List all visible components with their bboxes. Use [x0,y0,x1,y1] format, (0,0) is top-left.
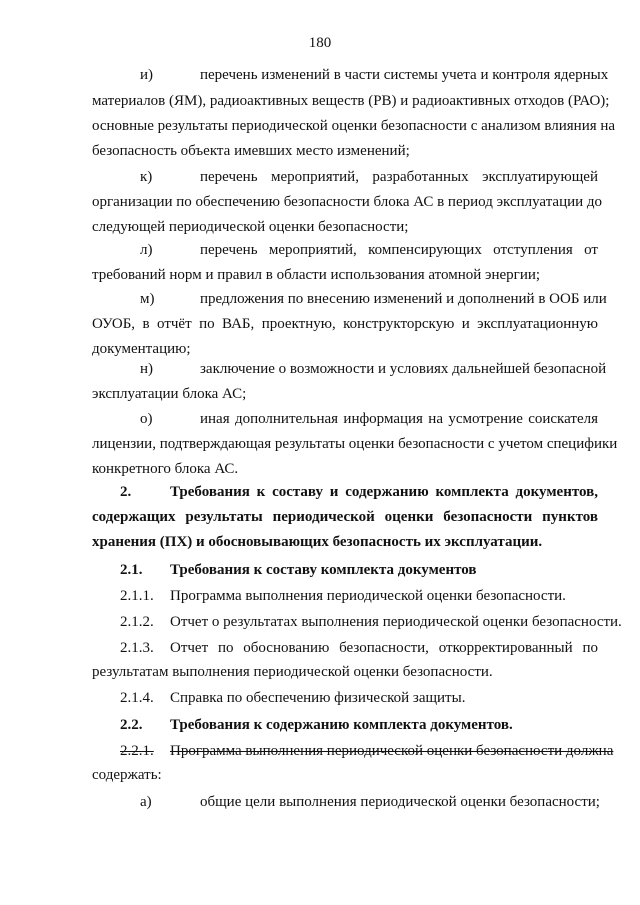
section-number: 2. [120,484,132,500]
clause-number: 2.2.1. [120,743,154,759]
text-line: заключение о возможности и условиях дальнейшей безопасной [200,361,607,377]
text-line: перечень мероприятий, разработанных эксплуатирующей [200,169,598,185]
list-marker: а) [140,794,152,810]
clause-number: 2.1.3. [120,640,154,656]
text-line: Отчет по обоснованию безопасности, откорректированный по [170,640,598,656]
clause-number: 2.1.1. [120,588,154,604]
list-marker: о) [140,411,153,427]
clause-text: Программа выполнения периодической оценки безопасности. [170,588,566,604]
section-number: 2.2. [120,717,143,733]
text-line: лицензии, подтверждающая результаты оценки безопасности с учетом специфики [92,436,618,452]
text-line: иная дополнительная информация на усмотрение соискателя [200,411,598,427]
text-line: содержать: [92,767,162,783]
text-line: перечень мероприятий, компенсирующих отступления от [200,242,598,258]
text-line: организации по обеспечению безопасности блока АС в период эксплуатации до [92,194,603,210]
list-marker: к) [140,169,153,185]
text-line: требований норм и правил в области использования атомной энергии; [92,267,541,283]
list-marker: м) [140,291,155,307]
clause-text: Справка по обеспечению физической защиты. [170,690,466,706]
clause-number: 2.1.2. [120,614,154,630]
text-line: предложения по внесению изменений и дополнений в ООБ или [200,291,607,307]
list-marker: н) [140,361,154,377]
text-line: конкретного блока АС. [92,461,239,477]
text-line: материалов (ЯМ), радиоактивных веществ (РВ) и радиоактивных отходов (РАО); [92,93,610,109]
text-line: результатам выполнения периодической оценки безопасности. [92,664,493,680]
section-title: Требования к содержанию комплекта документов. [170,717,513,733]
text-line: безопасность объекта имевших место изменений; [92,143,410,159]
text-line: общие цели выполнения периодической оценки безопасности; [200,794,600,810]
heading-line: Требования к составу и содержанию комплекта документов, [170,484,598,500]
clause-text: Отчет о результатах выполнения периодической оценки безопасности. [170,614,622,630]
section-title: Требования к составу комплекта документов [170,562,477,578]
heading-line: хранения (ПХ) и обосновывающих безопасность их эксплуатации. [92,534,543,550]
text-line: перечень изменений в части системы учета и контроля ядерных [200,67,609,83]
text-line: основные результаты периодической оценки безопасности с анализом влияния на [92,118,616,134]
text-line: Программа выполнения периодической оценки безопасности должна [170,743,614,759]
heading-line: содержащих результаты периодической оценки безопасности пунктов [92,509,598,525]
text-line: эксплуатации блока АС; [92,386,247,402]
page-number: 180 [308,35,332,51]
text-line: документацию; [92,341,191,357]
section-number: 2.1. [120,562,143,578]
text-line: следующей периодической оценки безопасности; [92,219,409,235]
clause-number: 2.1.4. [120,690,154,706]
list-marker: л) [140,242,153,258]
list-marker: и) [140,67,154,83]
text-line: ОУОБ, в отчёт по ВАБ, проектную, конструкторскую и эксплуатационную [92,316,598,332]
